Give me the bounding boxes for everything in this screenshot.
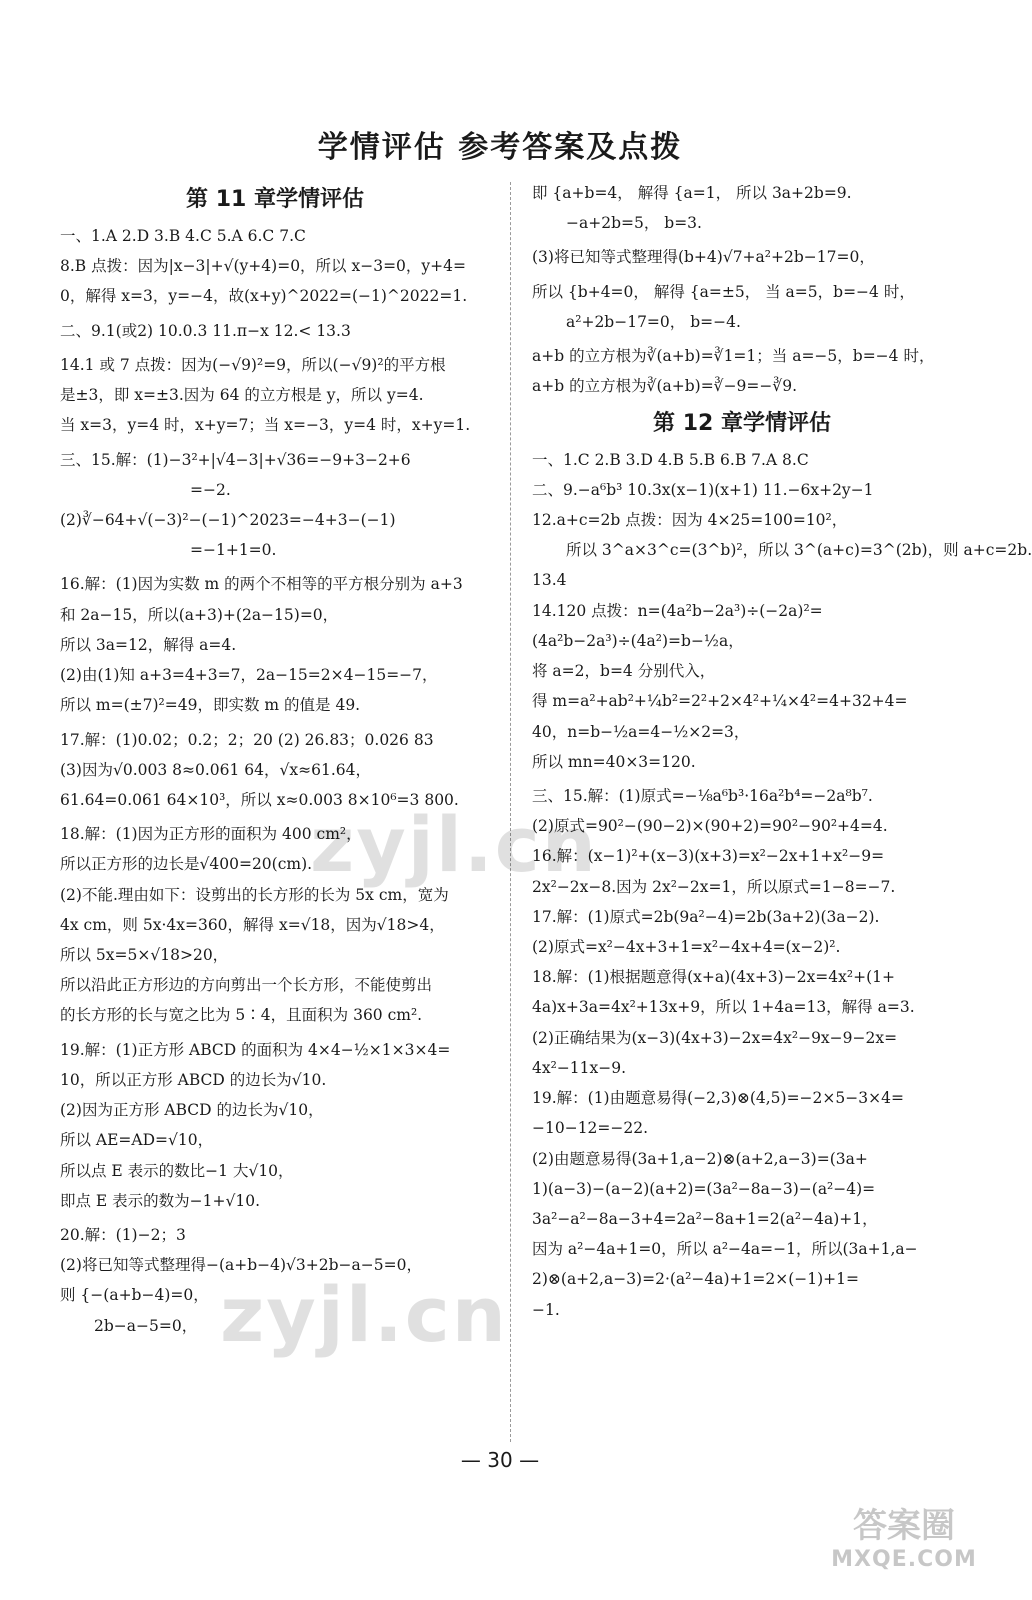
answer-line: 得 m=a²+ab²+¼b²=2²+2×4²+¼×4²=4+32+4= [532,692,908,711]
answer-line: =−1+1=0. [190,541,277,560]
chapter-11-title: 第 11 章学情评估 [186,187,364,212]
answer-line: 4a)x+3a=4x²+13x+9，所以 1+4a=13，解得 a=3. [532,998,915,1017]
answer-line: 一、1.C 2.B 3.D 4.B 5.B 6.B 7.A 8.C [532,450,809,469]
answer-line: 所以点 E 表示的数比−1 大√10， [60,1161,294,1180]
answer-line: (2)将已知等式整理得−(a+b−4)√3+2b−a−5=0， [60,1256,422,1275]
left-column [60,178,490,1341]
answer-line: 二、9.1(或2) 10.0.3 11.π−x 12.< 13.3 [60,321,351,340]
answer-line: 所以 m=(±7)²=49，即实数 m 的值是 49. [60,696,361,715]
answer-line: 10，所以正方形 ABCD 的边长为√10. [60,1070,327,1089]
answer-line: 所以 {b+4=0， 解得 {a=±5， 当 a=5，b=−4 时， [532,282,915,301]
answer-line: 则 {−(a+b−4)=0， [60,1286,209,1305]
answer-line: 三、15.解：(1)−3²+|√4−3|+√36=−9+3−2+6 [60,450,411,469]
answer-line: 三、15.解：(1)原式=−⅛a⁶b³·16a²b⁴=−2a⁸b⁷. [532,786,873,805]
answer-line: 14.120 点拨：n=(4a²b−2a³)÷(−2a)²= [532,601,823,620]
page-title: 学情评估 参考答案及点拨 [317,130,683,165]
answer-line: (2)原式=90²−(90−2)×(90+2)=90²−90²+4=4. [532,817,888,836]
answer-line: 2b−a−5=0， [94,1316,198,1335]
answer-line: 所以 5x=5×√18>20， [60,946,229,965]
answer-line: 17.解：(1)0.02；0.2；2；20 (2) 26.83；0.026 83 [60,730,434,749]
answer-line: (3)因为√0.003 8≈0.061 64，√x≈61.64， [60,760,371,779]
answer-line: −1. [532,1300,560,1319]
answer-line: −10−12=−22. [532,1119,649,1138]
answer-line: 是±3，即 x=±3.因为 64 的立方根是 y，所以 y=4. [60,386,424,405]
answer-line: 18.解：(1)根据题意得(x+a)(4x+3)−2x=4x²+(1+ [532,968,895,987]
answer-line: (2)由题意易得(3a+1,a−2)⊗(a+2,a−3)=(3a+ [532,1149,868,1168]
answer-line: 4x cm，则 5x·4x=360，解得 x=√18，因为√18>4， [60,915,445,934]
answer-line: 所以 mn=40×3=120. [532,752,696,771]
answer-line: 2)⊗(a+2,a−3)=2·(a²−4a)+1=2×(−1)+1= [532,1270,859,1289]
answer-line: a+b 的立方根为∛(a+b)=∛1=1；当 a=−5，b=−4 时， [532,347,935,366]
answer-line: 和 2a−15，所以(a+3)+(2a−15)=0， [60,605,339,624]
answer-line: 所以正方形的边长是√400=20(cm). [60,855,313,874]
answer-line: 即点 E 表示的数为−1+√10. [60,1191,261,1210]
right-column [532,178,1032,1325]
answer-line: (2)因为正方形 ABCD 的边长为√10， [60,1101,324,1120]
chapter-12-title: 第 12 章学情评估 [653,410,831,436]
answer-line: 2x²−2x−8.因为 2x²−2x=1，所以原式=1−8=−7. [532,877,896,896]
page-number: — 30 — [460,1448,540,1472]
answer-line: 19.解：(1)由题意易得(−2,3)⊗(4,5)=−2×5−3×4= [532,1089,904,1108]
answer-line: 17.解：(1)原式=2b(9a²−4)=2b(3a+2)(3a−2). [532,907,880,926]
logo-text: 答案圈 [853,1506,955,1546]
answer-line: 所以沿此正方形边的方向剪出一个长方形，不能使剪出 [60,976,433,995]
answer-line: 一、1.A 2.D 3.B 4.C 5.A 6.C 7.C [60,227,306,245]
answer-line: 40，n=b−½a=4−½×2=3， [532,722,750,741]
answer-line: 的长方形的长与宽之比为 5∶4，且面积为 360 cm². [60,1006,423,1025]
answer-line: −a+2b=5， b=3. [566,214,702,233]
answer-line: (2)∛−64+√(−3)²−(−1)^2023=−4+3−(−1) [60,510,396,529]
answer-line: 二、9.−a⁶b³ 10.3x(x−1)(x+1) 11.−6x+2y−1 [532,480,874,499]
site-logo [824,1498,984,1578]
answer-line: 即 {a+b=4， 解得 {a=1， 所以 3a+2b=9. [532,184,852,202]
answer-line: 所以 3a=12，解得 a=4. [60,635,237,654]
answer-line: 12.a+c=2b 点拨：因为 4×25=100=10²， [532,510,848,529]
answer-line: (2)原式=x²−4x+3+1=x²−4x+4=(x−2)². [532,938,841,957]
answer-line: 3a²−a²−8a−3+4=2a²−8a+1=2(a²−4a)+1， [532,1210,878,1228]
answer-line: 1)(a−3)−(a−2)(a+2)=(3a²−8a−3)−(a²−4)= [532,1179,876,1198]
answer-line: 61.64=0.061 64×10³，所以 x≈0.003 8×10⁶=3 800. [60,790,459,809]
answer-line: 20.解：(1)−2；3 [60,1226,186,1244]
answer-line: 8.B 点拨：因为|x−3|+√(y+4)=0，所以 x−3=0，y+4= [60,257,467,276]
answer-line: a+b 的立方根为∛(a+b)=∛−9=−∛9. [532,377,798,396]
answer-line: (3)将已知等式整理得(b+4)√7+a²+2b−17=0， [532,248,875,267]
answer-line: 18.解：(1)因为正方形的面积为 400 cm²， [60,825,362,844]
answer-line: 13.4 [532,571,567,590]
answer-line: 所以 3^a×3^c=(3^b)²，所以 3^(a+c)=3^(2b)，则 a+c=2b. [566,541,1032,560]
answer-line: 4x²−11x−9. [532,1058,627,1077]
answer-line: 16.解：(1)因为实数 m 的两个不相等的平方根分别为 a+3 [60,575,463,594]
answer-line: 所以 AE=AD=√10， [60,1131,214,1150]
answer-line: 0，解得 x=3，y=−4，故(x+y)^2022=(−1)^2022=1. [60,287,468,306]
answer-line: 16.解：(x−1)²+(x−3)(x+3)=x²−2x+1+x²−9= [532,847,885,866]
answer-line: (2)正确结果为(x−3)(4x+3)−2x=4x²−9x−9−2x= [532,1028,898,1047]
watermark: zyjl.cn [310,800,598,889]
answer-line: a²+2b−17=0， b=−4. [566,312,741,331]
answer-line: =−2. [190,480,231,499]
answer-line: (4a²b−2a³)÷(4a²)=b−½a， [532,631,744,650]
answer-line: (2)由(1)知 a+3=4+3=7，2a−15=2×4−15=−7， [60,666,438,685]
answer-line: 19.解：(1)正方形 ABCD 的面积为 4×4−½×1×3×4= [60,1040,451,1059]
answer-line: 将 a=2，b=4 分别代入， [532,662,716,681]
logo-domain: MXQE.COM [831,1547,977,1572]
answer-line: (2)不能.理由如下：设剪出的长方形的长为 5x cm，宽为 [60,885,449,904]
answer-line: 当 x=3，y=4 时，x+y=7；当 x=−3，y=4 时，x+y=1. [60,416,471,435]
answer-line: 因为 a²−4a+1=0，所以 a²−4a=−1，所以(3a+1,a− [532,1240,918,1259]
answer-line: 14.1 或 7 点拨：因为(−√9)²=9，所以(−√9)²的平方根 [60,355,446,374]
watermark: zyjl.cn [220,1270,508,1359]
